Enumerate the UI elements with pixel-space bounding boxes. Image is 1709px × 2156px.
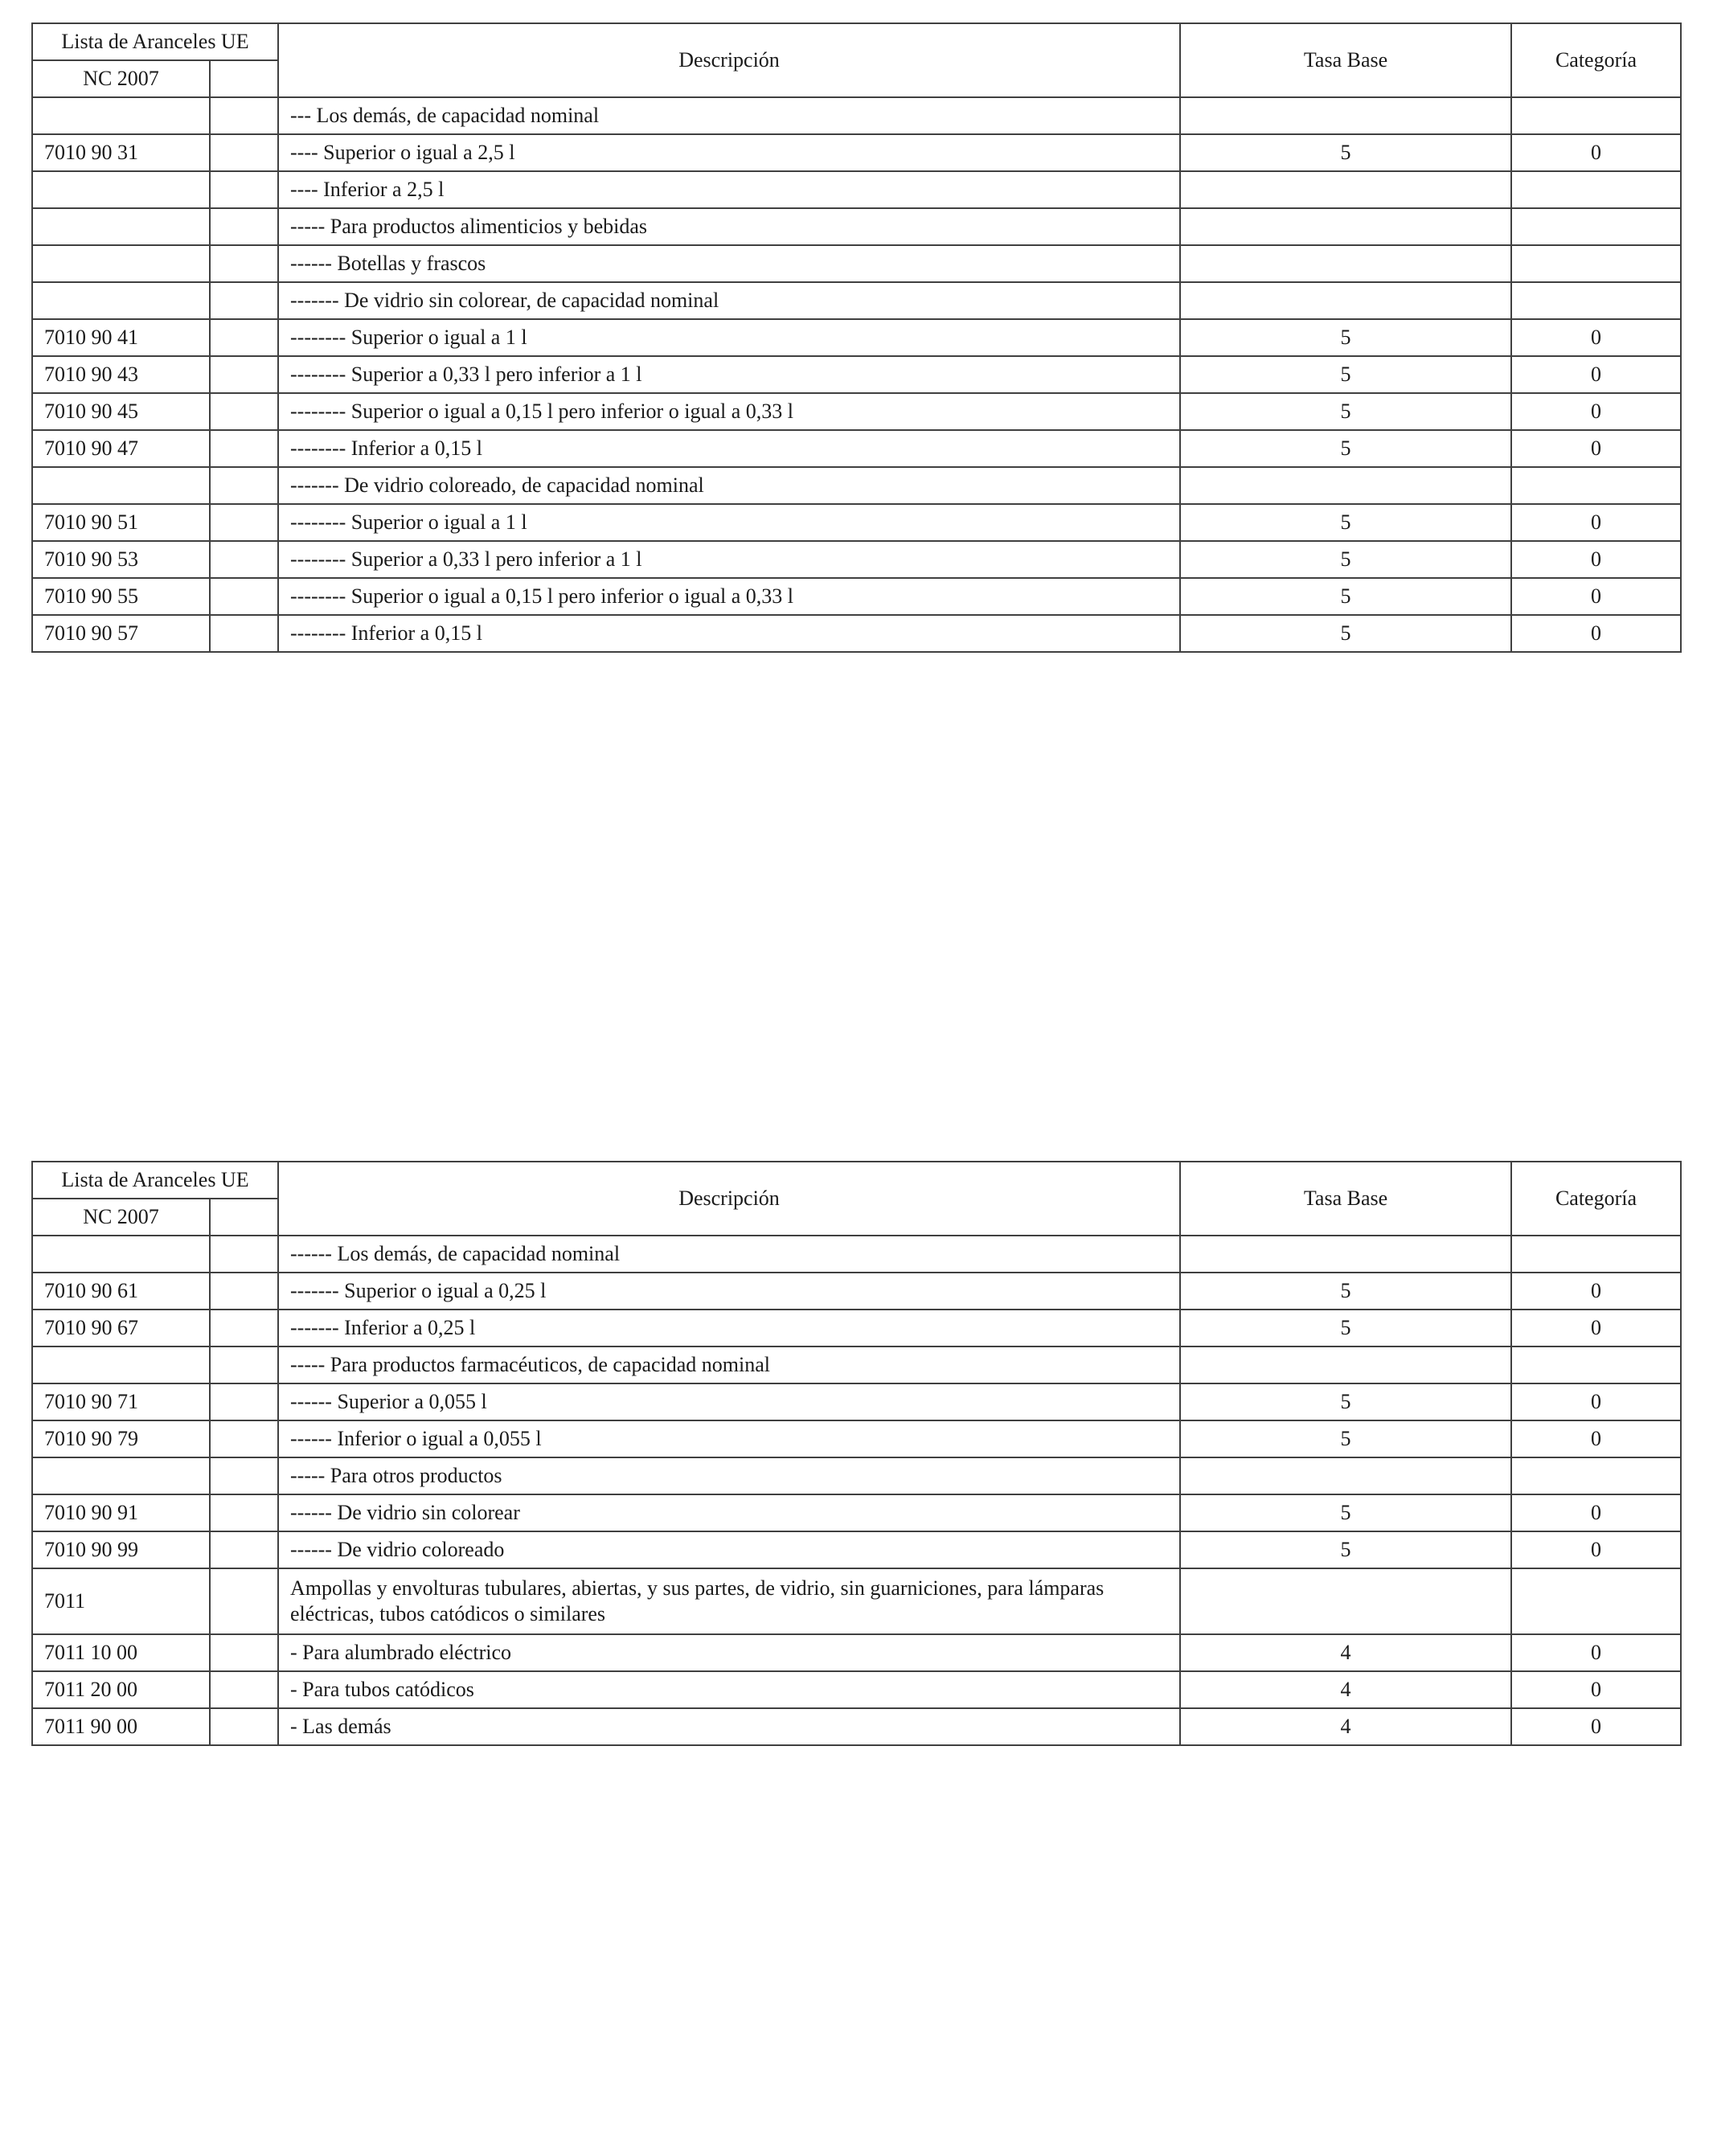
base-rate-cell bbox=[1180, 467, 1511, 504]
table-row bbox=[32, 245, 1681, 282]
description-cell: --- Los demás, de capacidad nominal bbox=[278, 97, 1180, 134]
cn-code-cell: 7010 90 47 bbox=[32, 430, 210, 467]
table-row bbox=[32, 134, 1681, 171]
cn-code-cell: 7010 90 43 bbox=[32, 356, 210, 393]
description-cell: -------- Superior o igual a 1 l bbox=[278, 319, 1180, 356]
description-cell: -------- Superior a 0,33 l pero inferior a 1 l bbox=[278, 356, 1180, 393]
table-row bbox=[32, 319, 1681, 356]
category-cell bbox=[1511, 1457, 1681, 1494]
table-row bbox=[32, 1273, 1681, 1310]
category-cell: 0 bbox=[1511, 541, 1681, 578]
base-rate-cell: 5 bbox=[1180, 1310, 1511, 1346]
description-cell: ------ De vidrio coloreado bbox=[278, 1531, 1180, 1568]
category-cell: 0 bbox=[1511, 1634, 1681, 1671]
cn-code-cell bbox=[32, 171, 210, 208]
sub-code-cell bbox=[210, 1634, 278, 1671]
base-rate-cell bbox=[1180, 245, 1511, 282]
table-row bbox=[32, 541, 1681, 578]
description-cell: -------- Superior o igual a 1 l bbox=[278, 504, 1180, 541]
description-cell: ----- Para otros productos bbox=[278, 1457, 1180, 1494]
header-nc-2007: NC 2007 bbox=[32, 1199, 210, 1236]
cn-code-cell bbox=[32, 245, 210, 282]
cn-code-cell: 7011 10 00 bbox=[32, 1634, 210, 1671]
base-rate-cell: 5 bbox=[1180, 541, 1511, 578]
category-cell: 0 bbox=[1511, 393, 1681, 430]
sub-code-cell bbox=[210, 1310, 278, 1346]
category-cell bbox=[1511, 208, 1681, 245]
table-row bbox=[32, 171, 1681, 208]
header-base-rate: Tasa Base bbox=[1180, 1162, 1511, 1236]
table-row bbox=[32, 1568, 1681, 1634]
category-cell bbox=[1511, 1568, 1681, 1634]
description-cell: ------- Inferior a 0,25 l bbox=[278, 1310, 1180, 1346]
description-cell: ------ Botellas y frascos bbox=[278, 245, 1180, 282]
category-cell bbox=[1511, 1346, 1681, 1383]
table-row bbox=[32, 1457, 1681, 1494]
sub-code-cell bbox=[210, 1708, 278, 1745]
table-row bbox=[32, 356, 1681, 393]
description-cell: -------- Inferior a 0,15 l bbox=[278, 615, 1180, 652]
base-rate-cell bbox=[1180, 1568, 1511, 1634]
sub-code-cell bbox=[210, 1568, 278, 1634]
base-rate-cell: 5 bbox=[1180, 393, 1511, 430]
cn-code-cell: 7010 90 79 bbox=[32, 1420, 210, 1457]
category-cell bbox=[1511, 97, 1681, 134]
base-rate-cell: 5 bbox=[1180, 615, 1511, 652]
description-cell: ------ Inferior o igual a 0,055 l bbox=[278, 1420, 1180, 1457]
category-cell bbox=[1511, 171, 1681, 208]
table-row bbox=[32, 208, 1681, 245]
description-cell: - Para alumbrado eléctrico bbox=[278, 1634, 1180, 1671]
sub-code-cell bbox=[210, 97, 278, 134]
cn-code-cell: 7011 bbox=[32, 1568, 210, 1634]
tariff-table-1 bbox=[31, 23, 1682, 653]
sub-code-cell bbox=[210, 1236, 278, 1273]
category-cell bbox=[1511, 467, 1681, 504]
base-rate-cell bbox=[1180, 1236, 1511, 1273]
base-rate-cell: 5 bbox=[1180, 1383, 1511, 1420]
sub-code-cell bbox=[210, 1273, 278, 1310]
sub-code-cell bbox=[210, 541, 278, 578]
category-cell: 0 bbox=[1511, 1531, 1681, 1568]
base-rate-cell bbox=[1180, 171, 1511, 208]
base-rate-cell: 4 bbox=[1180, 1708, 1511, 1745]
sub-code-cell bbox=[210, 467, 278, 504]
category-cell: 0 bbox=[1511, 1708, 1681, 1745]
category-cell bbox=[1511, 1236, 1681, 1273]
sub-code-cell bbox=[210, 1531, 278, 1568]
sub-code-cell bbox=[210, 615, 278, 652]
description-cell: ---- Inferior a 2,5 l bbox=[278, 171, 1180, 208]
base-rate-cell: 5 bbox=[1180, 430, 1511, 467]
base-rate-cell: 5 bbox=[1180, 1494, 1511, 1531]
header-category: Categoría bbox=[1511, 1162, 1681, 1236]
cn-code-cell bbox=[32, 1457, 210, 1494]
cn-code-cell: 7010 90 57 bbox=[32, 615, 210, 652]
base-rate-cell bbox=[1180, 1346, 1511, 1383]
category-cell: 0 bbox=[1511, 319, 1681, 356]
base-rate-cell bbox=[1180, 97, 1511, 134]
table-row bbox=[32, 1671, 1681, 1708]
description-cell: ------- De vidrio coloreado, de capacidad nominal bbox=[278, 467, 1180, 504]
description-cell: -------- Inferior a 0,15 l bbox=[278, 430, 1180, 467]
sub-code-cell bbox=[210, 356, 278, 393]
sub-code-cell bbox=[210, 1346, 278, 1383]
description-cell: ------- Superior o igual a 0,25 l bbox=[278, 1273, 1180, 1310]
sub-code-cell bbox=[210, 1494, 278, 1531]
sub-code-cell bbox=[210, 504, 278, 541]
base-rate-cell: 5 bbox=[1180, 578, 1511, 615]
cn-code-cell bbox=[32, 467, 210, 504]
category-cell: 0 bbox=[1511, 1383, 1681, 1420]
cn-code-cell: 7010 90 71 bbox=[32, 1383, 210, 1420]
table-header-row bbox=[32, 23, 1681, 60]
cn-code-cell: 7010 90 55 bbox=[32, 578, 210, 615]
sub-code-cell bbox=[210, 1671, 278, 1708]
base-rate-cell: 5 bbox=[1180, 1420, 1511, 1457]
header-list-group: Lista de Aranceles UE bbox=[32, 1162, 278, 1199]
description-cell: ----- Para productos farmacéuticos, de capacidad nominal bbox=[278, 1346, 1180, 1383]
description-cell: -------- Superior a 0,33 l pero inferior a 1 l bbox=[278, 541, 1180, 578]
table-row bbox=[32, 1634, 1681, 1671]
cn-code-cell: 7010 90 41 bbox=[32, 319, 210, 356]
table-row bbox=[32, 430, 1681, 467]
cn-code-cell: 7010 90 45 bbox=[32, 393, 210, 430]
base-rate-cell: 5 bbox=[1180, 1273, 1511, 1310]
category-cell: 0 bbox=[1511, 504, 1681, 541]
description-cell: - Las demás bbox=[278, 1708, 1180, 1745]
description-cell: - Para tubos catódicos bbox=[278, 1671, 1180, 1708]
category-cell: 0 bbox=[1511, 615, 1681, 652]
cn-code-cell bbox=[32, 97, 210, 134]
base-rate-cell: 5 bbox=[1180, 504, 1511, 541]
table-row bbox=[32, 1383, 1681, 1420]
header-base-rate: Tasa Base bbox=[1180, 23, 1511, 97]
sub-code-cell bbox=[210, 319, 278, 356]
header-description: Descripción bbox=[278, 1162, 1180, 1236]
base-rate-cell bbox=[1180, 1457, 1511, 1494]
description-cell: ---- Superior o igual a 2,5 l bbox=[278, 134, 1180, 171]
table-row bbox=[32, 1346, 1681, 1383]
description-cell: Ampollas y envolturas tubulares, abiertas, y sus partes, de vidrio, sin guarniciones, para lámparas eléctricas, tubos catódicos o similares bbox=[278, 1568, 1180, 1634]
base-rate-cell: 5 bbox=[1180, 319, 1511, 356]
table-row bbox=[32, 282, 1681, 319]
description-cell: ------ De vidrio sin colorear bbox=[278, 1494, 1180, 1531]
table-row bbox=[32, 1236, 1681, 1273]
table-row bbox=[32, 1310, 1681, 1346]
category-cell: 0 bbox=[1511, 1494, 1681, 1531]
base-rate-cell bbox=[1180, 282, 1511, 319]
category-cell bbox=[1511, 282, 1681, 319]
category-cell: 0 bbox=[1511, 430, 1681, 467]
table-row bbox=[32, 393, 1681, 430]
description-cell: -------- Superior o igual a 0,15 l pero inferior o igual a 0,33 l bbox=[278, 393, 1180, 430]
table-row bbox=[32, 1531, 1681, 1568]
table-header-row bbox=[32, 1162, 1681, 1199]
cn-code-cell bbox=[32, 1236, 210, 1273]
cn-code-cell: 7011 90 00 bbox=[32, 1708, 210, 1745]
sub-code-cell bbox=[210, 393, 278, 430]
table-row bbox=[32, 1494, 1681, 1531]
sub-code-cell bbox=[210, 1457, 278, 1494]
description-cell: -------- Superior o igual a 0,15 l pero inferior o igual a 0,33 l bbox=[278, 578, 1180, 615]
category-cell: 0 bbox=[1511, 356, 1681, 393]
table-row bbox=[32, 1420, 1681, 1457]
description-cell: ------ Superior a 0,055 l bbox=[278, 1383, 1180, 1420]
table-row bbox=[32, 615, 1681, 652]
cn-code-cell bbox=[32, 282, 210, 319]
cn-code-cell bbox=[32, 208, 210, 245]
cn-code-cell: 7010 90 31 bbox=[32, 134, 210, 171]
tariff-table-2 bbox=[31, 1161, 1682, 1746]
table-body bbox=[32, 1236, 1681, 1745]
cn-code-cell: 7011 20 00 bbox=[32, 1671, 210, 1708]
cn-code-cell: 7010 90 99 bbox=[32, 1531, 210, 1568]
description-cell: ------- De vidrio sin colorear, de capacidad nominal bbox=[278, 282, 1180, 319]
base-rate-cell: 5 bbox=[1180, 1531, 1511, 1568]
cn-code-cell: 7010 90 61 bbox=[32, 1273, 210, 1310]
category-cell: 0 bbox=[1511, 1420, 1681, 1457]
table-row bbox=[32, 467, 1681, 504]
cn-code-cell: 7010 90 51 bbox=[32, 504, 210, 541]
sub-code-cell bbox=[210, 171, 278, 208]
header-nc-2007: NC 2007 bbox=[32, 60, 210, 97]
cn-code-cell bbox=[32, 1346, 210, 1383]
table-row bbox=[32, 97, 1681, 134]
table-row bbox=[32, 578, 1681, 615]
header-category: Categoría bbox=[1511, 23, 1681, 97]
description-cell: ----- Para productos alimenticios y bebidas bbox=[278, 208, 1180, 245]
category-cell bbox=[1511, 245, 1681, 282]
sub-code-cell bbox=[210, 282, 278, 319]
header-description: Descripción bbox=[278, 23, 1180, 97]
table-row bbox=[32, 504, 1681, 541]
sub-code-cell bbox=[210, 430, 278, 467]
sub-code-cell bbox=[210, 245, 278, 282]
category-cell: 0 bbox=[1511, 134, 1681, 171]
header-list-group: Lista de Aranceles UE bbox=[32, 23, 278, 60]
sub-code-cell bbox=[210, 1383, 278, 1420]
sub-code-cell bbox=[210, 208, 278, 245]
table-body bbox=[32, 97, 1681, 652]
category-cell: 0 bbox=[1511, 1310, 1681, 1346]
cn-code-cell: 7010 90 91 bbox=[32, 1494, 210, 1531]
cn-code-cell: 7010 90 67 bbox=[32, 1310, 210, 1346]
base-rate-cell: 5 bbox=[1180, 356, 1511, 393]
base-rate-cell: 4 bbox=[1180, 1634, 1511, 1671]
sub-code-cell bbox=[210, 134, 278, 171]
sub-code-cell bbox=[210, 1420, 278, 1457]
base-rate-cell: 5 bbox=[1180, 134, 1511, 171]
category-cell: 0 bbox=[1511, 578, 1681, 615]
header-empty-cell bbox=[210, 1199, 278, 1236]
sub-code-cell bbox=[210, 578, 278, 615]
base-rate-cell bbox=[1180, 208, 1511, 245]
table-row bbox=[32, 1708, 1681, 1745]
header-empty-cell bbox=[210, 60, 278, 97]
base-rate-cell: 4 bbox=[1180, 1671, 1511, 1708]
category-cell: 0 bbox=[1511, 1273, 1681, 1310]
category-cell: 0 bbox=[1511, 1671, 1681, 1708]
cn-code-cell: 7010 90 53 bbox=[32, 541, 210, 578]
description-cell: ------ Los demás, de capacidad nominal bbox=[278, 1236, 1180, 1273]
